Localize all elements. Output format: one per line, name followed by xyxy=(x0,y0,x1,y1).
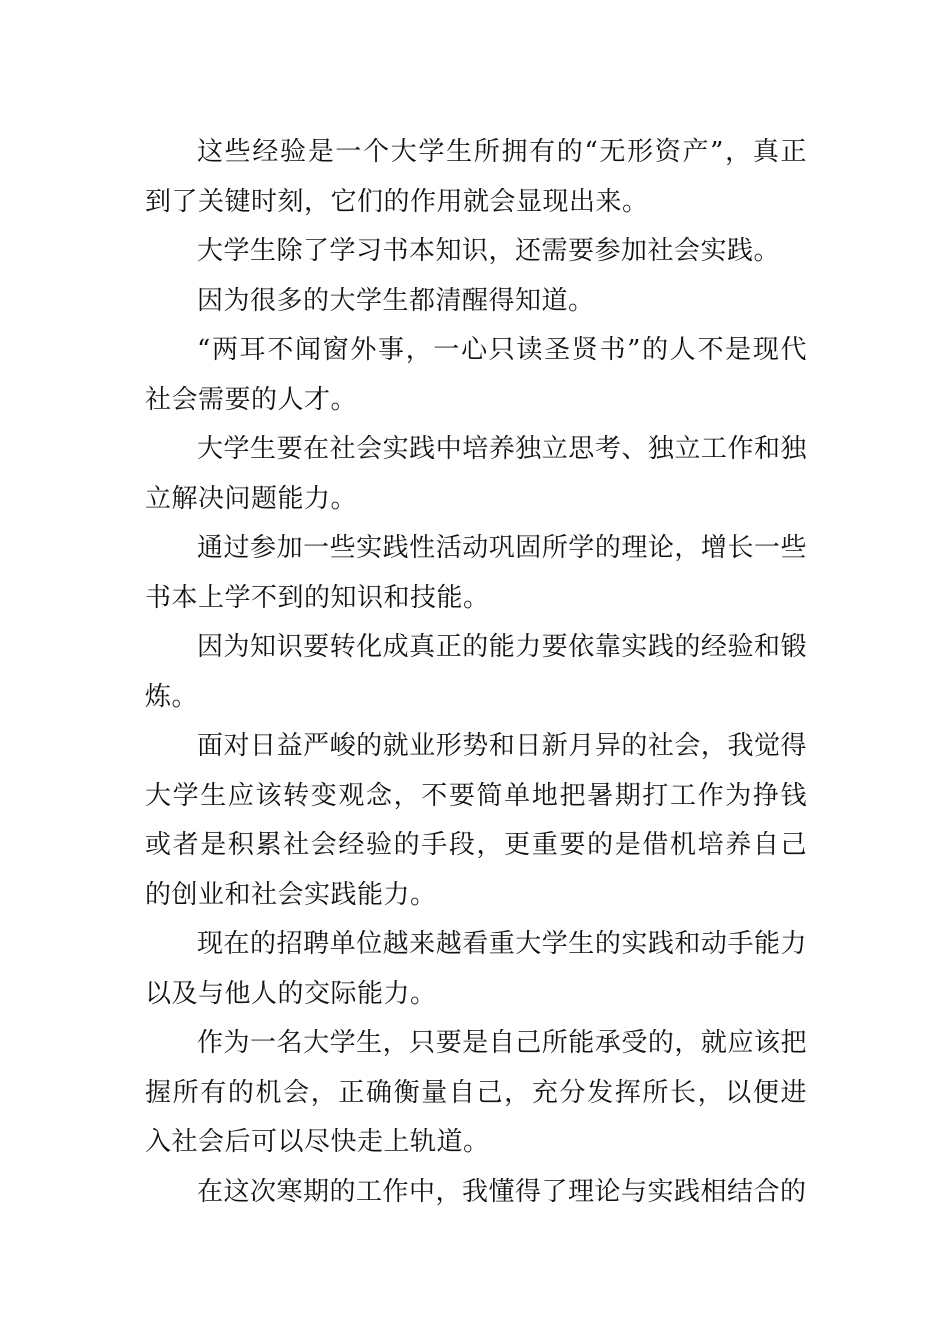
paragraph-3: 因为很多的大学生都清醒得知道。 xyxy=(197,285,595,316)
paragraph-7: 因为知识要转化成真正的能力要依靠实践的经验和锻炼。 xyxy=(145,632,807,712)
document-body xyxy=(145,128,807,1217)
paragraph-1: 这些经验是一个大学生所拥有的“无形资产”，真正到了关键时刻，它们的作用就会显现出来。 xyxy=(145,137,807,217)
paragraph-2: 大学生除了学习书本知识，还需要参加社会实践。 xyxy=(197,236,781,266)
paragraph-5: 大学生要在社会实践中培养独立思考、独立工作和独立解决问题能力。 xyxy=(145,434,807,514)
paragraph-11: 在这次寒期的工作中，我懂得了理论与实践相结合的 xyxy=(197,1176,807,1207)
paragraph-10: 作为一名大学生，只要是自己所能承受的，就应该把握所有的机会，正确衡量自己，充分发挥所长，以便进入社会后可以尽快走上轨道。 xyxy=(145,1028,807,1157)
paragraph-8: 面对日益严峻的就业形势和日新月异的社会，我觉得大学生应该转变观念，不要简单地把暑期打工作为挣钱或者是积累社会经验的手段，更重要的是借机培养自己的创业和社会实践能力。 xyxy=(145,731,807,910)
paragraph-6: 通过参加一些实践性活动巩固所学的理论，增长一些书本上学不到的知识和技能。 xyxy=(145,533,807,613)
paragraph-4: “两耳不闻窗外事，一心只读圣贤书”的人不是现代社会需要的人才。 xyxy=(145,335,807,415)
paragraph-9: 现在的招聘单位越来越看重大学生的实践和动手能力以及与他人的交际能力。 xyxy=(145,929,807,1009)
